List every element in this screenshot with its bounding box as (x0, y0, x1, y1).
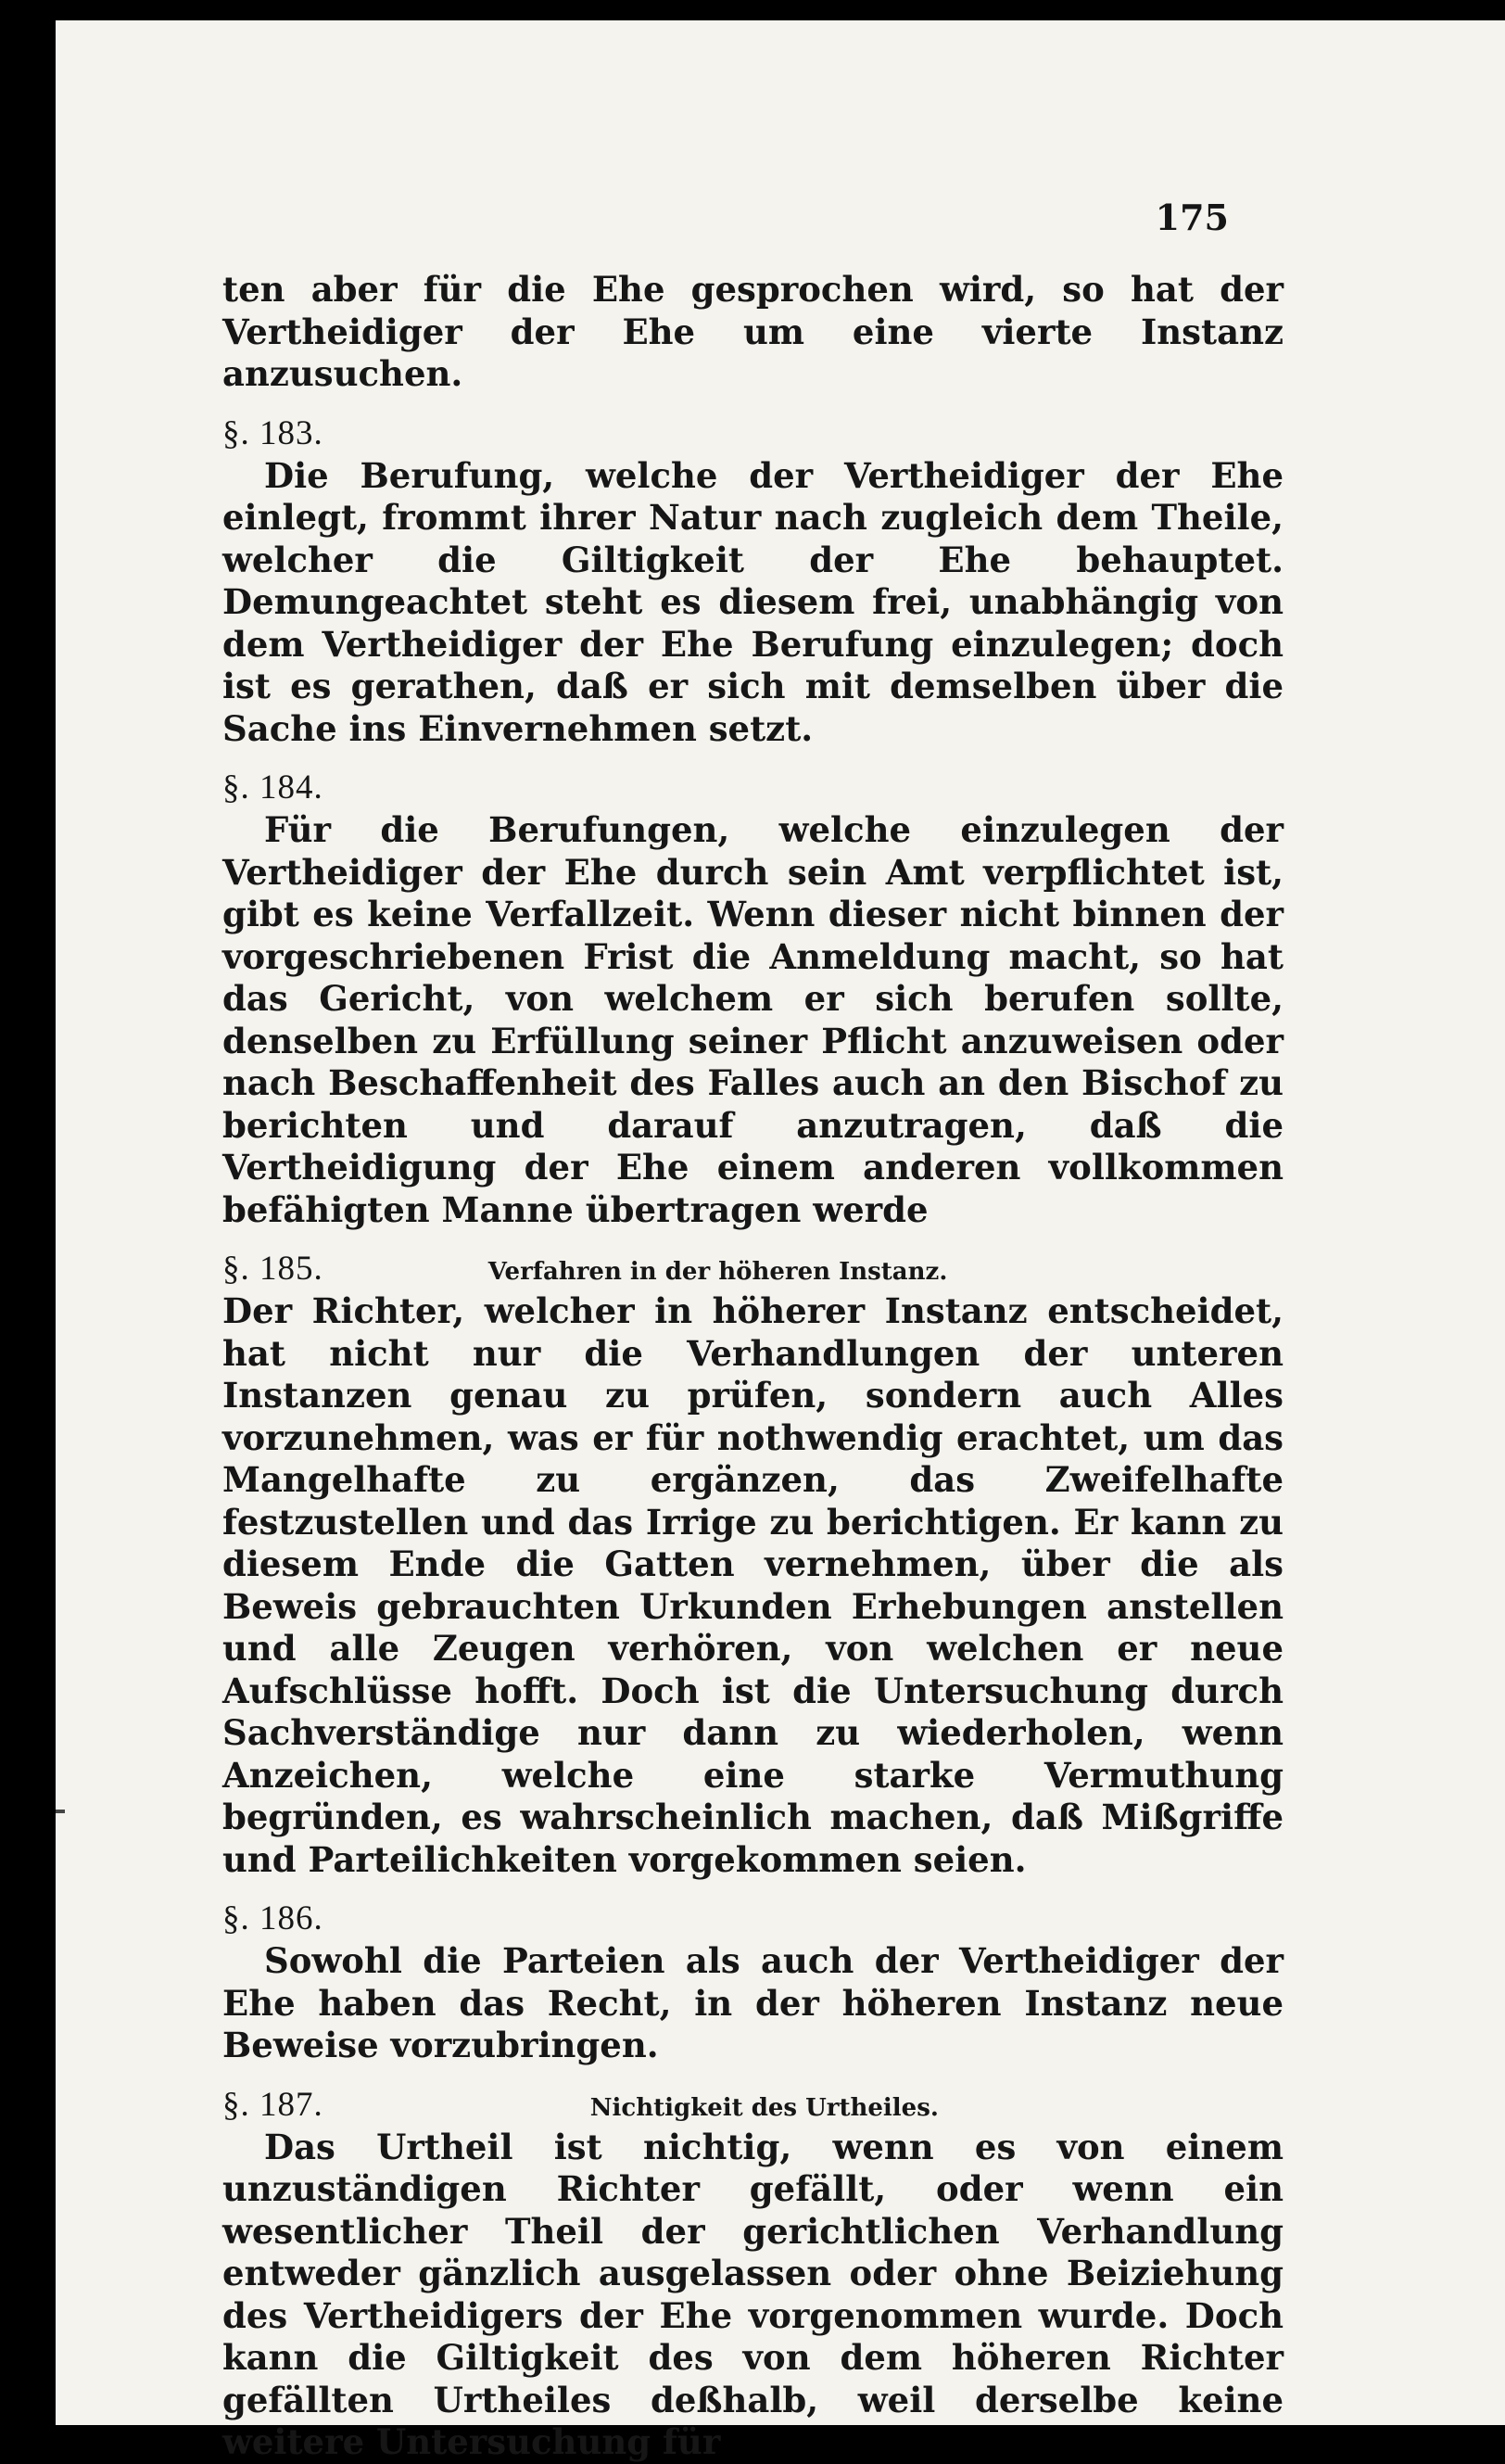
section-number: §. 187. (222, 2085, 323, 2124)
section-heading (222, 413, 1284, 455)
section-186 (222, 1898, 1284, 2067)
section-title: Nichtigkeit des Urtheiles. (589, 2093, 939, 2122)
section-title: Verfahren in der höheren Instanz. (487, 1258, 948, 1286)
section-184 (222, 767, 1284, 1231)
intro-paragraph: ten aber für die Ehe gesprochen wird, so hat der Vertheidiger der Ehe um eine vierte Instanz anzusuchen. (222, 269, 1284, 394)
section-heading (222, 767, 1284, 809)
section-187 (222, 2084, 1284, 2464)
section-number: §. 184. (222, 768, 323, 807)
section-heading (222, 1898, 1284, 1940)
book-page (56, 20, 1505, 2462)
section-183 (222, 413, 1284, 751)
section-paragraph: Der Richter, welcher in höherer Instanz entscheidet, hat nicht nur die Verhandlungen der unteren Instanzen genau zu prüfen, sondern auch Alles vorzunehmen, was er für nothwendig erachtet, um das Mangelhafte zu ergänzen, das Zweifelhafte festzustellen und das Irrige zu berichtigen. Er kann zu diesem Ende die Gatten vernehmen, über die als Beweis gebrauchten Urkunden Erhebungen anstellen und alle Zeugen verhören, von welchen er neue Aufschlüsse hofft. Doch ist die Untersuchung durch Sachverständige nur dann zu wiederholen, wenn Anzeichen, welche eine starke Vermuthung begründen, es wahrscheinlich machen, daß Mißgriffe und Parteilichkeiten vorgekommen seien. (222, 1290, 1284, 1880)
section-number: §. 186. (222, 1899, 323, 1937)
section-number: §. 183. (222, 413, 323, 452)
section-paragraph: Das Urtheil ist nichtig, wenn es von einem unzuständigen Richter gefällt, oder wenn ein wesentlicher Theil der gerichtlichen Verhandlung entweder gänzlich ausgelassen oder ohne Beiziehung des Vertheidigers der Ehe vorgenommen wurde. Doch kann die Giltigkeit des von dem höheren Richter gefällten Urtheiles deßhalb, weil derselbe keine weitere Untersuchung für (222, 2126, 1284, 2462)
section-paragraph: Für die Berufungen, welche einzulegen der Vertheidiger der Ehe durch sein Amt verpflichtet ist, gibt es keine Verfallzeit. Wenn dieser nicht binnen der vorgeschriebenen Frist die Anmeldung macht, so hat das Gericht, von welchem er sich berufen sollte, denselben zu Erfüllung seiner Pflicht anzuweisen oder nach Beschaffenheit des Falles auch an den Bischof zu berichten und darauf anzutragen, daß die Vertheidigung der Ehe einem anderen vollkommen befähigten Manne übertragen werde (222, 809, 1284, 1230)
page-number: 175 (1155, 197, 1229, 238)
section-paragraph: Die Berufung, welche der Vertheidiger der Ehe einlegt, frommt ihrer Natur nach zugleich dem Theile, welcher die Giltigkeit der Ehe behauptet. Demungeachtet steht es diesem frei, unabhängig von dem Vertheidiger der Ehe Berufung einzulegen; doch ist es gerathen, daß er sich mit demselben über die Sache ins Einvernehmen setzt. (222, 454, 1284, 749)
section-paragraph: Sowohl die Parteien als auch der Vertheidiger der Ehe haben das Recht, in der höheren Instanz neue Beweise vorzubringen. (222, 1940, 1284, 2065)
section-heading (222, 1248, 1284, 1290)
body-text (222, 269, 1284, 2464)
section-185 (222, 1248, 1284, 1881)
margin-mark (56, 1810, 65, 1813)
section-number: §. 185. (222, 1250, 323, 1288)
section-heading (222, 2084, 1284, 2127)
